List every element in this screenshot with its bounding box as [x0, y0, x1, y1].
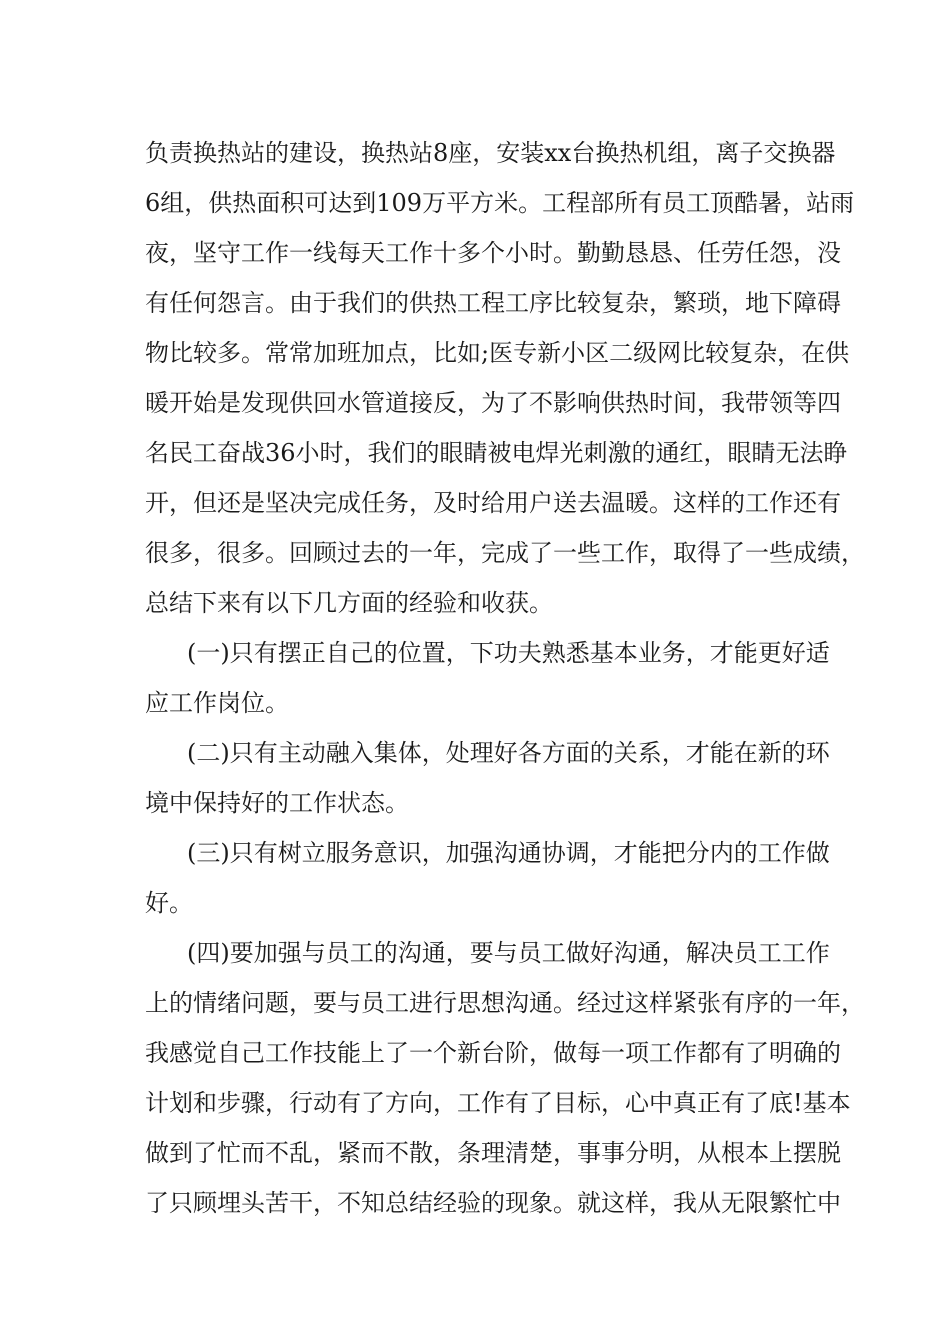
text-line: 暖开始是发现供回水管道接反，为了不影响供热时间，我带领等四	[145, 389, 841, 417]
paragraph-first-line: (三)只有树立服务意识，加强沟通协调，才能把分内的工作做	[187, 839, 830, 867]
text-line: 总结下来有以下几方面的经验和收获。	[145, 589, 553, 617]
text-line: 好。	[145, 889, 193, 917]
paragraph-first-line: (一)只有摆正自己的位置，下功夫熟悉基本业务，才能更好适	[187, 639, 830, 667]
text-line: 名民工奋战36小时，我们的眼睛被电焊光刺激的通红，眼睛无法睁	[145, 439, 848, 467]
paragraph-first-line: (二)只有主动融入集体，处理好各方面的关系，才能在新的环	[187, 739, 830, 767]
text-line: 做到了忙而不乱，紧而不散，条理清楚，事事分明，从根本上摆脱	[145, 1139, 841, 1167]
text-line: 有任何怨言。由于我们的供热工程工序比较复杂，繁琐，地下障碍	[145, 289, 841, 317]
paragraph-first-line: (四)要加强与员工的沟通，要与员工做好沟通，解决员工工作	[187, 939, 830, 967]
text-line: 物比较多。常常加班加点，比如;医专新小区二级网比较复杂，在供	[145, 339, 850, 367]
text-line: 很多，很多。回顾过去的一年，完成了一些工作，取得了一些成绩，	[145, 539, 865, 567]
text-line: 上的情绪问题，要与员工进行思想沟通。经过这样紧张有序的一年，	[145, 989, 865, 1017]
text-line: 夜，坚守工作一线每天工作十多个小时。勤勤恳恳、任劳任怨，没	[145, 239, 841, 267]
text-line: 6组，供热面积可达到109万平方米。工程部所有员工顶酷暑，站雨	[145, 189, 855, 217]
text-line: 了只顾埋头苦干，不知总结经验的现象。就这样，我从无限繁忙中	[145, 1189, 841, 1217]
text-line: 负责换热站的建设，换热站8座，安装xx台换热机组，离子交换器	[145, 139, 836, 167]
text-line: 开，但还是坚决完成任务，及时给用户送去温暖。这样的工作还有	[145, 489, 841, 517]
text-line: 我感觉自己工作技能上了一个新台阶，做每一项工作都有了明确的	[145, 1039, 841, 1067]
text-line: 境中保持好的工作状态。	[145, 789, 409, 817]
text-line: 应工作岗位。	[145, 689, 289, 717]
text-line: 计划和步骤，行动有了方向，工作有了目标，心中真正有了底!基本	[145, 1089, 851, 1117]
